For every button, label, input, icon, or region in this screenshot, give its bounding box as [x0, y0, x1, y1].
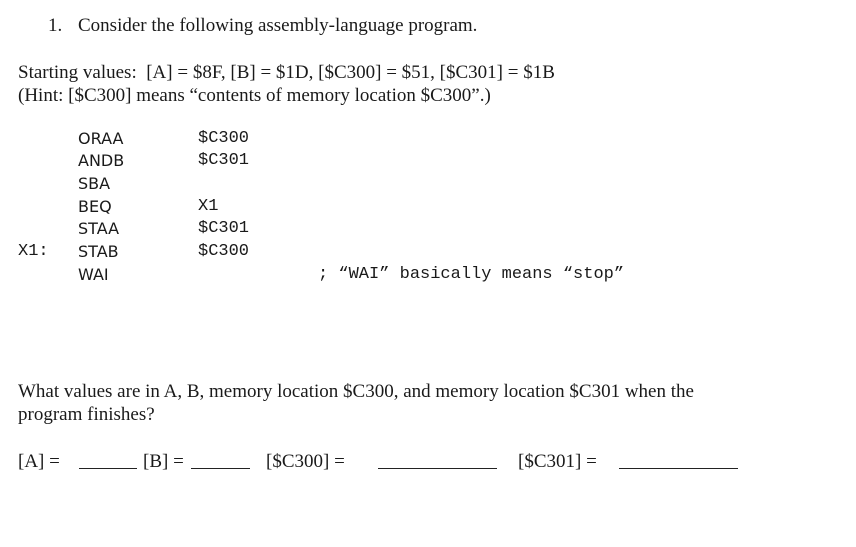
question-prompt: Consider the following assembly-language program.	[78, 15, 478, 36]
arg-row-5: $C301	[198, 219, 250, 238]
arg-row-6: $C300	[198, 242, 250, 261]
op-row-6: STAB	[78, 242, 119, 261]
op-row-2: ANDB	[78, 151, 125, 170]
comment-wai: ; “WAI” basically means “stop”	[318, 265, 625, 284]
answer-c301-blank[interactable]	[619, 468, 738, 469]
arg-row-2: $C301	[198, 151, 250, 170]
label-x1: X1:	[18, 242, 49, 261]
answer-c300-blank[interactable]	[378, 468, 497, 469]
answer-a-blank[interactable]	[79, 468, 137, 469]
op-row-5: STAA	[78, 219, 120, 238]
arg-row-1: $C300	[198, 129, 250, 148]
final-question-line1: What values are in A, B, memory location $C300, and memory location $C301 when the	[18, 381, 694, 402]
final-question-line2: program finishes?	[18, 404, 155, 425]
answer-b-blank[interactable]	[191, 468, 250, 469]
answer-a-label: [A] =	[18, 451, 60, 472]
op-row-7: WAI	[78, 265, 109, 284]
op-row-3: SBA	[78, 174, 111, 193]
starting-values: Starting values: [A] = $8F, [B] = $1D, [$C300] = $51, [$C301] = $1B	[18, 62, 555, 83]
arg-row-4: X1	[198, 197, 219, 216]
answer-c300-label: [$C300] =	[266, 451, 345, 472]
question-number: 1.	[48, 15, 63, 36]
answer-c301-label: [$C301] =	[518, 451, 597, 472]
op-row-4: BEQ	[78, 197, 112, 216]
op-row-1: ORAA	[78, 129, 124, 148]
hint-text: (Hint: [$C300] means “contents of memory location $C300”.)	[18, 85, 491, 106]
answer-b-label: [B] =	[143, 451, 184, 472]
